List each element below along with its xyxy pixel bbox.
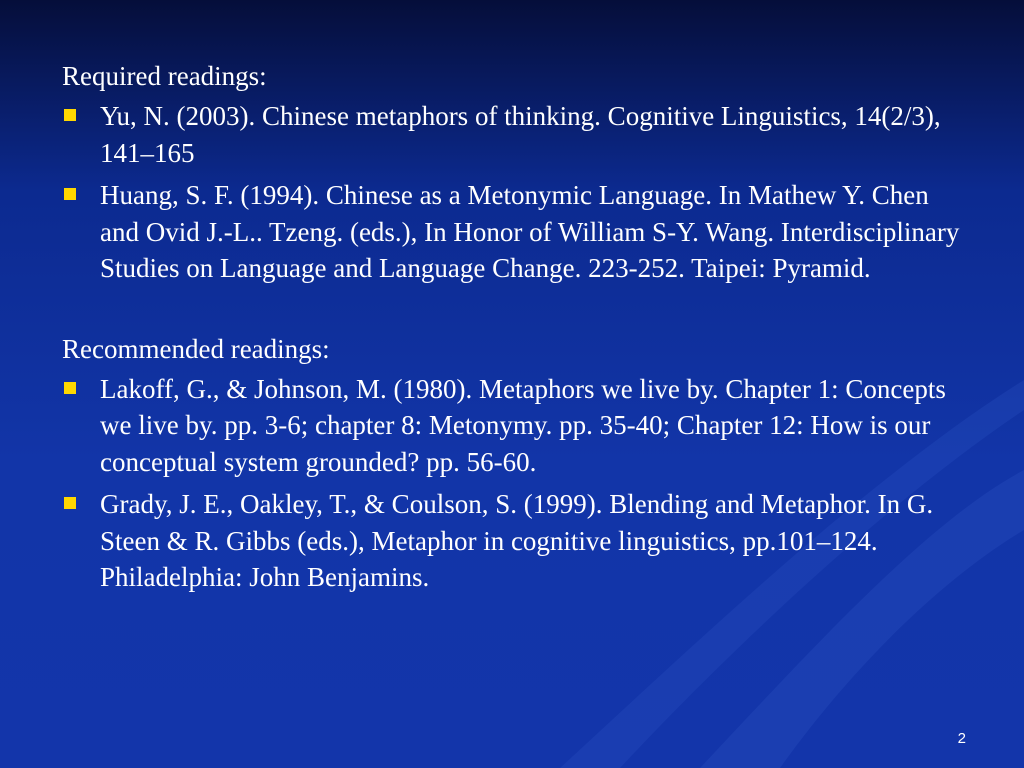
required-readings-list [62,98,972,287]
reading-citation: Huang, S. F. (1994). Chinese as a Metonymic Language. In Mathew Y. Chen and Ovid J.-L.. Tzeng. (eds.), In Honor of William S-Y. Wang. Interdisciplinary Studies on Language and Language Change. 223-252. Taipei: Pyramid. [100,180,960,283]
reading-citation: Yu, N. (2003). Chinese metaphors of thinking. Cognitive Linguistics, 14(2/3), 141–165 [100,101,941,168]
yellow-square-bullet-icon [64,109,76,121]
slide-content [62,58,972,602]
yellow-square-bullet-icon [64,188,76,200]
recommended-readings-heading: Recommended readings: [62,333,330,364]
recommended-readings-list [62,371,972,596]
reading-citation: Grady, J. E., Oakley, T., & Coulson, S. (1999). Blending and Metaphor. In G. Steen & R. Gibbs (eds.), Metaphor in cognitive linguistics, pp.101–124. Philadelphia: John Benjamins. [100,489,934,592]
required-readings-heading: Required readings: [62,61,267,91]
list-item [62,371,972,481]
list-item [62,98,972,171]
yellow-square-bullet-icon [64,382,76,394]
yellow-square-bullet-icon [64,497,76,509]
reading-citation: Lakoff, G., & Johnson, M. (1980). Metaphors we live by. Chapter 1: Concepts we live by. pp. 3-6; chapter 8: Metonymy. pp. 35-40; Chapter 12: How is our conceptual system grounded? pp. 56-60. [100,373,946,477]
list-item [62,486,972,596]
page-number: 2 [957,730,966,747]
list-item [62,177,972,287]
